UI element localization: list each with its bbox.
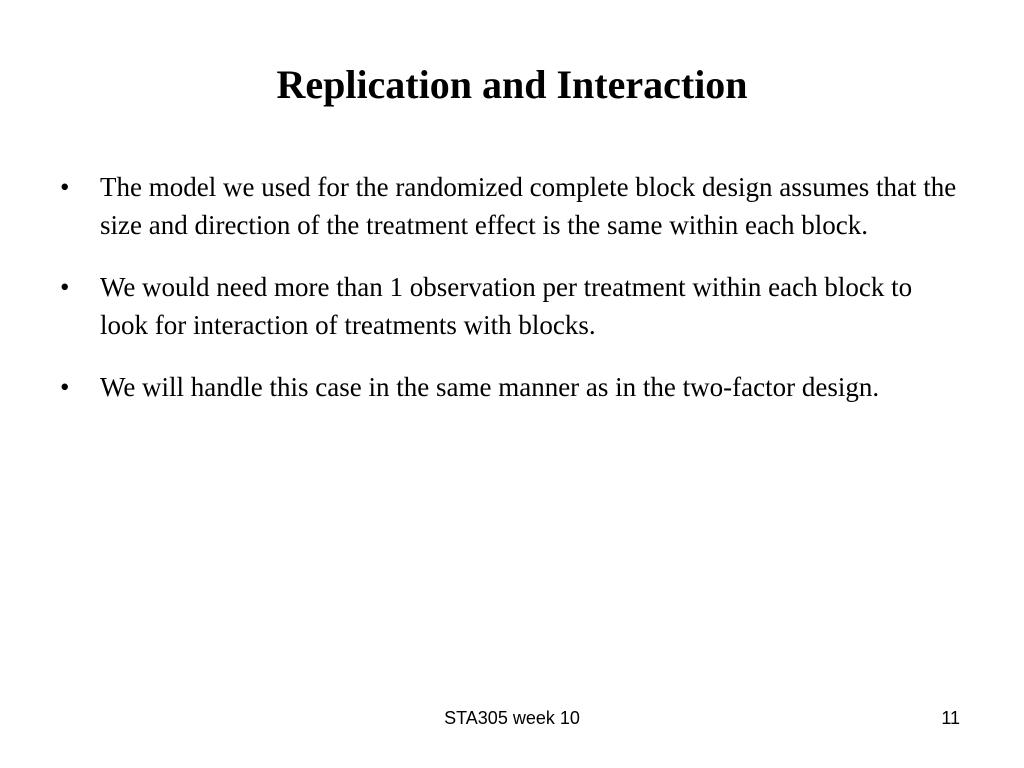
bullet-text: The model we used for the randomized complete block design assumes that the size and direction of the treatment effect is the same within each block. — [100, 172, 957, 240]
bullet-list — [60, 168, 960, 430]
bullet-icon: • — [60, 272, 70, 302]
bullet-item — [60, 368, 960, 406]
bullet-text: We will handle this case in the same manner as in the two-factor design. — [100, 372, 880, 402]
bullet-text: We would need more than 1 observation per treatment within each block to look for interaction of treatments with blocks. — [100, 272, 913, 340]
bullet-item — [60, 268, 960, 344]
bullet-icon: • — [60, 172, 70, 202]
bullet-icon: • — [60, 372, 70, 402]
footer-course-label: STA305 week 10 — [444, 708, 580, 728]
bullet-item — [60, 168, 960, 244]
slide-title: Replication and Interaction — [276, 62, 748, 107]
footer-page-number: 11 — [941, 708, 960, 728]
